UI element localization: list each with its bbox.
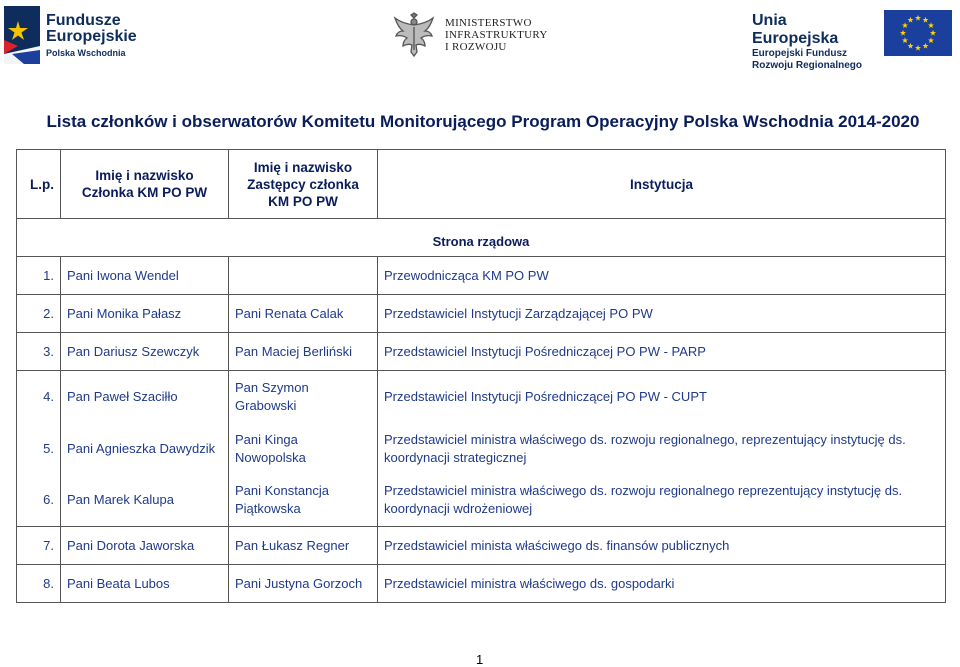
table-row (17, 333, 946, 371)
deputy-name: Pani Renata Calak (229, 295, 378, 333)
member-name: Pani Iwona Wendel (61, 257, 229, 295)
members-table (16, 149, 946, 603)
section-label: Strona rządowa (432, 233, 530, 249)
document-title: Lista członków i obserwatorów Komitetu Monitorującego Program Operacyjny Polska Wschodnia 2014-2020 (46, 112, 920, 131)
row-number: 7. (17, 527, 61, 565)
deputy-name: Pan Szymon Grabowski (229, 371, 378, 423)
member-name: Pani Monika Pałasz (61, 295, 229, 333)
fe-line2: Europejskie (46, 28, 137, 45)
deputy-name: Pan Maciej Berliński (229, 333, 378, 371)
eu-line1: Unia Europejska (752, 12, 839, 47)
deputy-name: Pan Łukasz Regner (229, 527, 378, 565)
header-lp: L.p. (17, 150, 61, 219)
table-row (17, 371, 946, 423)
ministry-text (445, 17, 548, 53)
fe-line3: Polska Wschodnia (46, 48, 126, 58)
eu-flag-icon (884, 10, 952, 56)
ministry-logo (393, 12, 563, 62)
member-name: Pani Dorota Jaworska (61, 527, 229, 565)
header-institution: Instytucja (378, 150, 946, 219)
institution: Przedstawiciel ministra właściwego ds. gospodarki (378, 565, 946, 603)
fe-line1: Fundusze (46, 12, 121, 29)
deputy-name: Pani Justyna Gorzoch (229, 565, 378, 603)
row-number: 8. (17, 565, 61, 603)
table-row (17, 257, 946, 295)
table-row (17, 527, 946, 565)
member-name: Pan Dariusz Szewczyk (61, 333, 229, 371)
row-number: 6. (17, 475, 61, 527)
row-number: 5. (17, 423, 61, 475)
institution: Przedstawiciel Instytucji Pośredniczącej PO PW - PARP (378, 333, 946, 371)
institution: Przedstawiciel ministra właściwego ds. rozwoju regionalnego reprezentujący instytucję ds. koordynacji wdrożeniowej (378, 475, 946, 527)
row-number: 4. (17, 371, 61, 423)
deputy-name: Pani Konstancja Piątkowska (229, 475, 378, 527)
section-row (17, 219, 946, 257)
eu-logo (752, 10, 952, 71)
ministry-line3: I ROZWOJU (445, 41, 507, 53)
institution: Przedstawiciel ministra właściwego ds. rozwoju regionalnego, reprezentujący instytucję ds. koordynacji strategicznej (378, 423, 946, 475)
member-name: Pan Marek Kalupa (61, 475, 229, 527)
table-row (17, 295, 946, 333)
ministry-line2: INFRASTRUKTURY (445, 29, 548, 41)
table-header-row (17, 150, 946, 219)
institution: Przedstawiciel minista właściwego ds. finansów publicznych (378, 527, 946, 565)
row-number: 2. (17, 295, 61, 333)
eu-line2: Europejski Fundusz (752, 48, 848, 59)
table-row (17, 475, 946, 527)
logo-bar (0, 0, 960, 70)
header-member: Imię i nazwisko Członka KM PO PW (61, 150, 229, 219)
polish-eagle-emblem-icon (393, 12, 435, 58)
ministry-line1: MINISTERSTWO (445, 17, 532, 29)
institution: Przewodnicząca KM PO PW (378, 257, 946, 295)
institution: Przedstawiciel Instytucji Zarządzającej PO PW (378, 295, 946, 333)
eu-text (752, 12, 874, 72)
eu-line3: Rozwoju Regionalnego (752, 60, 862, 71)
institution: Przedstawiciel Instytucji Pośredniczącej PO PW - CUPT (378, 371, 946, 423)
member-name: Pan Paweł Szaciłło (61, 371, 229, 423)
deputy-name (229, 257, 378, 295)
row-number: 3. (17, 333, 61, 371)
fundusze-europejskie-logo-icon (4, 6, 40, 64)
row-number: 1. (17, 257, 61, 295)
table-row (17, 423, 946, 475)
fundusze-europejskie-text (46, 13, 137, 60)
page-number: 1 (476, 652, 484, 667)
fundusze-europejskie-logo (4, 6, 164, 64)
member-name: Pani Agnieszka Dawydzik (61, 423, 229, 475)
table-row (17, 565, 946, 603)
deputy-name: Pani Kinga Nowopolska (229, 423, 378, 475)
member-name: Pani Beata Lubos (61, 565, 229, 603)
header-deputy: Imię i nazwisko Zastępcy członka KM PO PW (229, 150, 378, 219)
